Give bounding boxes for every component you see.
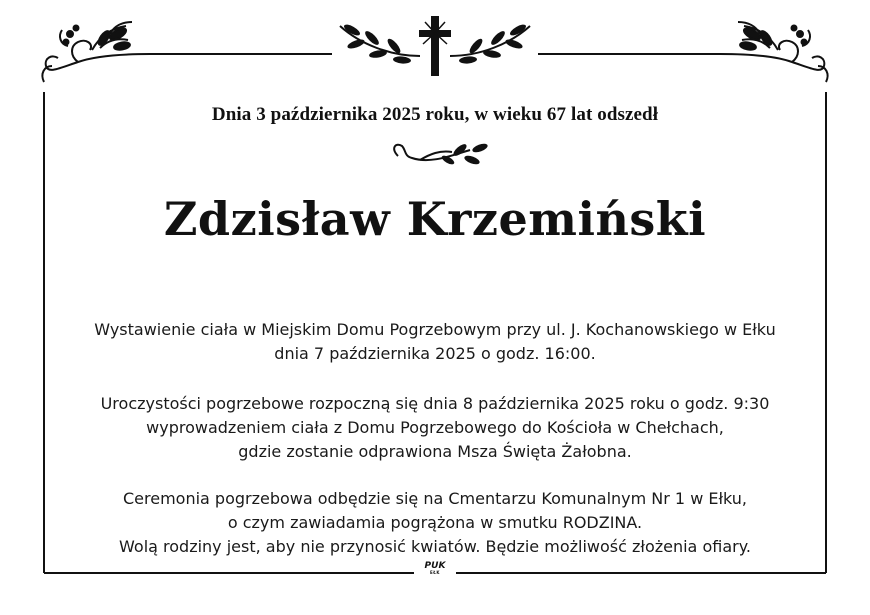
text-line: Ceremonia pogrzebowa odbędzie się na Cmentarzu Komunalnym Nr 1 w Ełku, bbox=[122, 489, 748, 508]
leaf-flourish-icon bbox=[394, 142, 489, 166]
paragraph-viewing bbox=[40, 318, 830, 366]
intro-line: Dnia 3 października 2025 roku, w wieku 67 lat odszedł bbox=[211, 104, 659, 125]
paragraph-ceremony bbox=[40, 392, 830, 464]
text-line: wyprowadzeniem ciała z Domu Pogrzebowego do Kościoła w Chełchach, bbox=[146, 418, 724, 437]
text-line: dnia 7 października 2025 o godz. 16:00. bbox=[274, 344, 596, 363]
text-line: o czym zawiadamia pogrążona w smutku RODZINA. bbox=[227, 513, 643, 532]
logo-main-text: PUK bbox=[424, 561, 446, 571]
logo-sub-text: EŁK bbox=[430, 570, 440, 575]
floral-swirl-icon bbox=[42, 22, 150, 82]
text-line: Wystawienie ciała w Miejskim Domu Pogrzebowym przy ul. J. Kochanowskiego w Ełku bbox=[94, 320, 776, 339]
text-line: Wolą rodziny jest, aby nie przynosić kwiatów. Będzie możliwość złożenia ofiary. bbox=[119, 537, 751, 556]
floral-swirl-icon bbox=[720, 22, 828, 82]
paragraph-burial bbox=[40, 487, 830, 559]
text-line: gdzie zostanie odprawiona Msza Święta Żałobna. bbox=[238, 442, 632, 461]
text-line: Uroczystości pogrzebowe rozpoczną się dnia 8 października 2025 roku o godz. 9:30 bbox=[100, 394, 770, 413]
puk-logo bbox=[419, 562, 451, 575]
deceased-name: Zdzisław Krzemiński bbox=[163, 192, 707, 246]
cross-with-olive-branches-icon bbox=[340, 16, 530, 76]
